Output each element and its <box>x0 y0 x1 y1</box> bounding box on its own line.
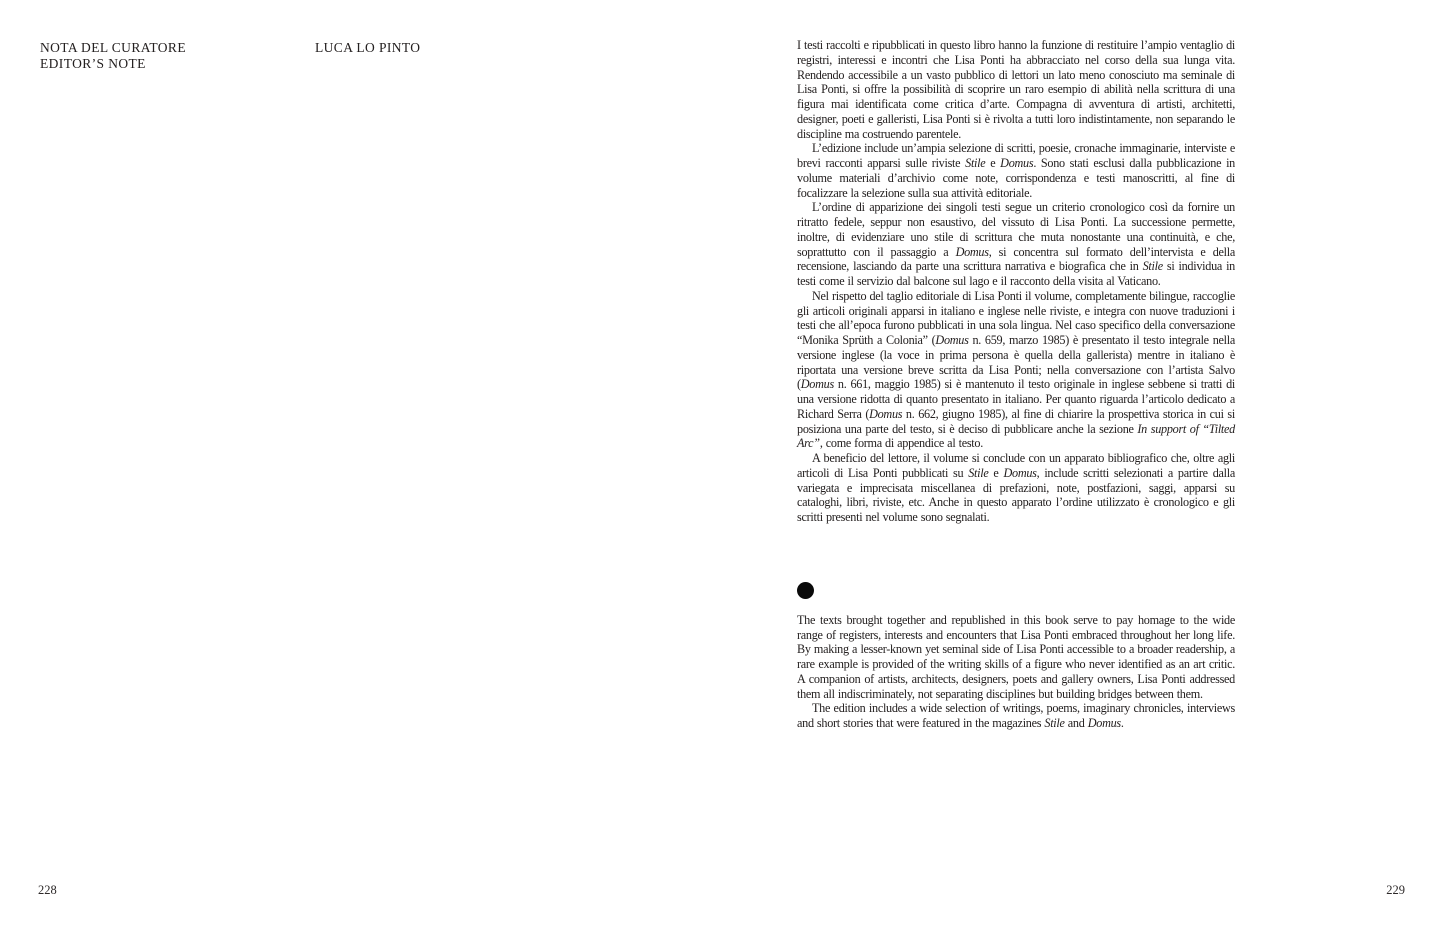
body-text: L’edizione include un’ampia selezione di scritti, poesie, cronache immaginarie, interviste e brevi racconti apparsi sulle riviste <box>797 141 1235 170</box>
paragraph <box>797 701 1235 731</box>
text-column <box>797 38 1235 731</box>
italic-text: Stile <box>968 465 989 480</box>
paragraph <box>797 38 1235 141</box>
italic-text: Domus <box>955 244 989 259</box>
body-text: n. 662, giugno 1985), al fine di chiarire la prospettiva storica in cui si posiziona una parte del testo, si è deciso di pubblicare anche la sezione <box>797 406 1235 436</box>
body-text: n. 661, maggio 1985) si è mantenuto il testo originale in inglese sebbene si tratti di una versione ridotta di quanto presentato in italiano. Per quanto riguarda l’articolo dedicato a Richard Serra ( <box>797 377 1235 421</box>
paragraph <box>797 613 1235 702</box>
body-text: L’ordine di apparizione dei singoli testi segue un criterio cronologico così da fornire un ritratto fedele, seppur non esaustivo, del vissuto di Lisa Ponti. La successione permette, inoltre, di evidenziare uno stile di scrittura che muta nonostante una continuità, e che, soprattutto con il passaggio a <box>797 200 1235 259</box>
section-title-english: EDITOR’S NOTE <box>40 56 146 71</box>
paragraph <box>797 200 1235 289</box>
body-text: . Sono stati esclusi dalla pubblicazione in volume materiali d’archivio come note, corrispondenza e testi manoscritti, al fine di focalizzare la selezione sulla sua attività editoriale. <box>797 156 1235 200</box>
italic-text: Domus <box>1003 465 1037 480</box>
body-text: , come forma di appendice al testo. <box>819 436 983 451</box>
body-text: , si concentra sul formato dell’intervista e della recensione, lasciando da parte una scrittura narrativa e biografica che in <box>797 244 1235 274</box>
italian-text-block <box>797 38 1235 525</box>
body-text: e <box>988 465 1004 480</box>
page-number-right: 229 <box>1386 883 1405 897</box>
section-divider-dot-icon <box>797 582 814 599</box>
english-text-block <box>797 613 1235 731</box>
body-text: I testi raccolti e ripubblicati in questo libro hanno la funzione di restituire l’ampio ventaglio di registri, interessi e incontri che Lisa Ponti ha abbracciato nel corso della sua lunga vita. Rendendo accessibile a un vasto pubblico di lettori un lato meno conosciuto ma seminale di Lisa Ponti, si offre la possibilità di scoprire un raro esempio di abilità nella scrittura di una figura mai identificata come critica d’arte. Compagna di avventura di artisti, architetti, designer, poeti e galleristi, Lisa Ponti si è rivolta a tutti loro indistintamente, non separando le discipline ma costruendo parentele. <box>797 38 1235 141</box>
author-name: LUCA LO PINTO <box>315 40 421 55</box>
body-text: n. 659, marzo 1985) è presentato il testo integrale nella versione inglese (la voce in prima persona è quella della gallerista) mentre in italiano è riportata una versione breve scritta da Lisa Ponti; nella conversazione con l’artista Salvo ( <box>797 333 1235 392</box>
italic-text: Domus <box>1087 716 1121 730</box>
section-heading <box>40 40 186 72</box>
italic-text: Stile <box>965 156 986 170</box>
paragraph <box>797 451 1235 525</box>
page-number-left: 228 <box>38 883 57 897</box>
body-text: si individua in testi come il servizio dal balcone sul lago e il racconto della visita al Vaticano. <box>797 259 1235 288</box>
italic-text: Stile <box>1142 259 1163 274</box>
italic-text: Domus <box>869 406 903 421</box>
body-text: , include scritti selezionati a partire dalla variegata e imprecisata miscellanea di prefazioni, note, postfazioni, saggi, apparsi su cataloghi, libri, riviste, etc. Anche in questo apparato l’ordine utilizzato è cronologico e gli scritti presenti nel volume sono segnalati. <box>797 465 1235 524</box>
body-text: Nel rispetto del taglio editoriale di Lisa Ponti il volume, completamente bilingue, raccoglie gli articoli originali apparsi in italiano e inglese nelle riviste, e integra con nuove traduzioni i testi che all’epoca furono pubblicati in una sola lingua. Nel caso specifico della conversazione “Monika Sprüth a Colonia” ( <box>797 288 1235 347</box>
italic-text: Domus <box>800 377 834 392</box>
body-text: A beneficio del lettore, il volume si conclude con un apparato bibliografico che, oltre agli articoli di Lisa Ponti pubblicati su <box>797 451 1235 480</box>
italic-text: Domus <box>1000 156 1034 170</box>
italic-text: Stile <box>1044 716 1065 730</box>
body-text: e <box>985 156 1001 170</box>
body-text: and <box>1064 716 1088 730</box>
section-title-italian: NOTA DEL CURATORE <box>40 40 186 55</box>
body-text: . <box>1120 716 1124 730</box>
italic-text: In support of “Tilted Arc” <box>797 421 1235 451</box>
paragraph <box>797 289 1235 451</box>
body-text: The texts brought together and republished in this book serve to pay homage to the wide range of registers, interests and encounters that Lisa Ponti embraced throughout her long life. By making a lesser-known yet seminal side of Lisa Ponti accessible to a broader readership, a rare example is provided of the writing skills of a figure who never identified as an art critic. A companion of artists, architects, designers, poets and gallery owners, Lisa Ponti addressed them all indiscriminately, not separating disciplines but building bridges between them. <box>797 612 1235 701</box>
italic-text: Domus <box>935 333 969 347</box>
paragraph <box>797 141 1235 200</box>
body-text: The edition includes a wide selection of writings, poems, imaginary chronicles, interviews and short stories that were featured in the magazines <box>797 701 1235 730</box>
